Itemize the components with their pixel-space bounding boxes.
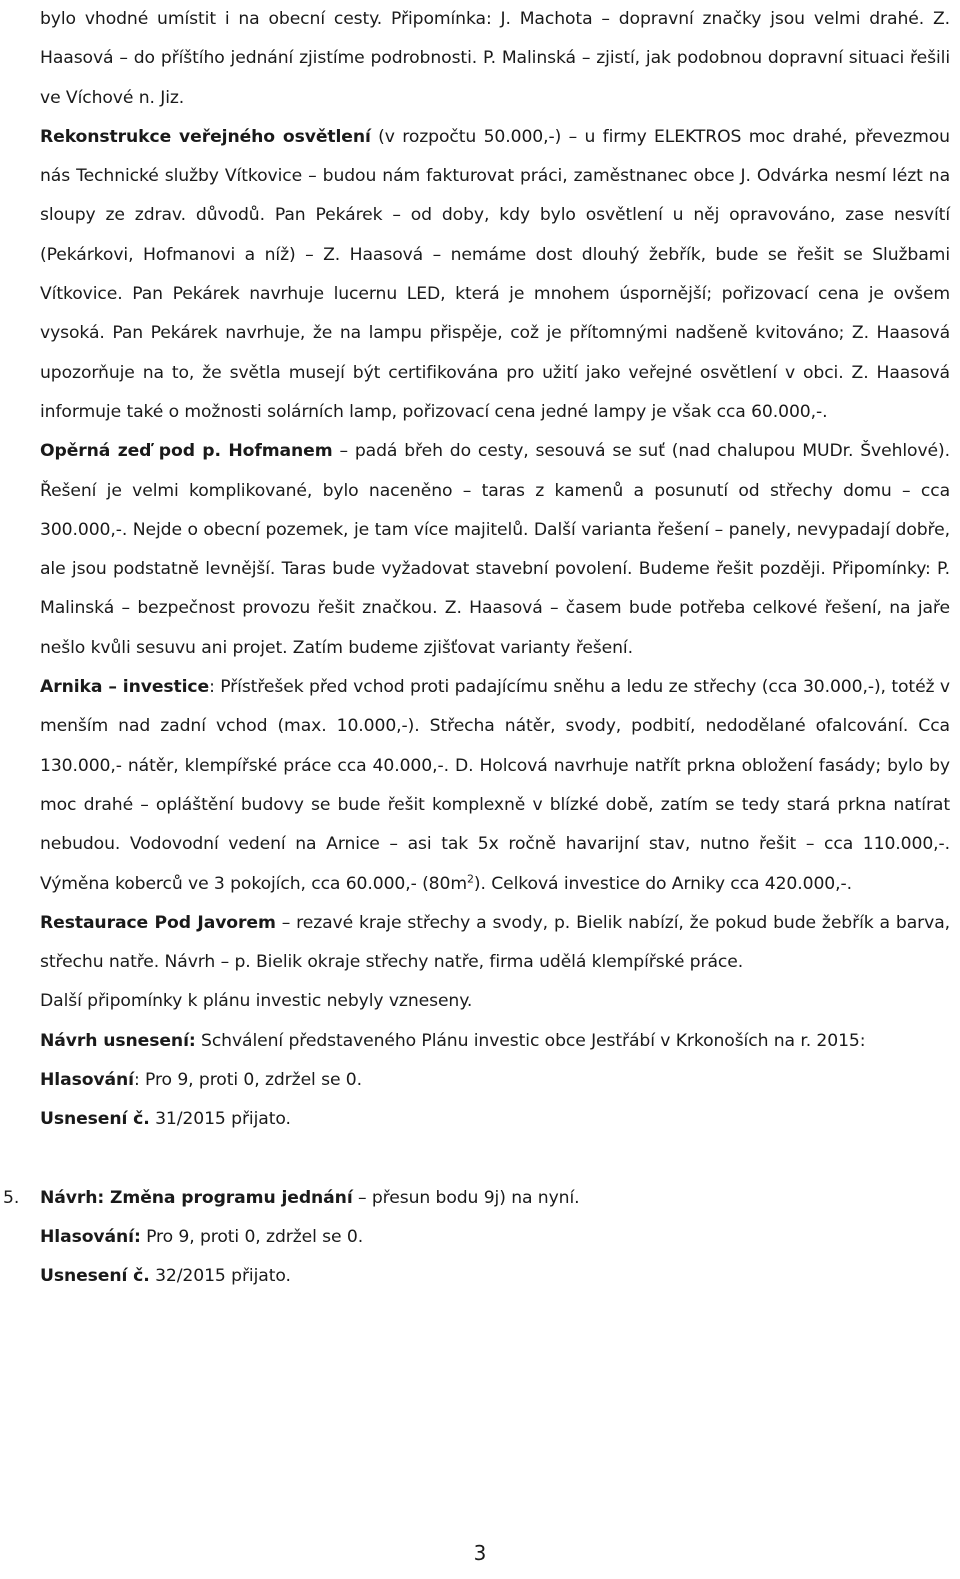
section-heading-retaining-wall: Opěrná zeď pod p. Hofmanem bbox=[40, 441, 333, 462]
paragraph-restaurant: Restaurace Pod Javorem – rezavé kraje střechy a svody, p. Bielik nabízí, že pokud bude žebřík a barva, střechu natře. Návrh – p. Bielik okraje střechy natře, firma udělá klempířské práce. bbox=[40, 912, 950, 973]
resolution-line-1: Usnesení č. 31/2015 přijato. bbox=[40, 1109, 291, 1130]
voting-label: Hlasování: bbox=[40, 1226, 141, 1247]
voting-line-1: Hlasování: Pro 9, proti 0, zdržel se 0. bbox=[40, 1070, 362, 1091]
paragraph-traffic-signs: bylo vhodné umístit i na obecní cesty. Připomínka: J. Machota – dopravní značky jsou velmi drahé. Z. Haasová – do příštího jednání zjistíme podrobnosti. P. Malinská – zjistí, jak podobnou dopravní situaci řešili ve Víchové n. Jiz. bbox=[40, 9, 950, 108]
agenda-item-5: 5. Návrh: Změna programu jednání – přesun bodu 9j) na nyní. bbox=[40, 1179, 950, 1218]
agenda-item-number: 5. bbox=[3, 1187, 20, 1208]
superscript-square: 2 bbox=[467, 871, 474, 885]
resolution-line-2: Usnesení č. 32/2015 přijato. bbox=[40, 1266, 291, 1287]
agenda-item-5-label: Návrh: Změna programu jednání bbox=[40, 1187, 353, 1208]
spacer bbox=[40, 1140, 950, 1179]
page-number: 3 bbox=[473, 1541, 487, 1565]
voting-label: Hlasování bbox=[40, 1070, 134, 1091]
paragraph-no-more-comments: Další připomínky k plánu investic nebyly vzneseny. bbox=[40, 991, 473, 1012]
paragraph-resolution-proposal: Návrh usnesení: Schválení představeného Plánu investic obce Jestřábí v Krkonoších na r. 2015: bbox=[40, 1030, 866, 1051]
section-heading-street-lighting: Rekonstrukce veřejného osvětlení bbox=[40, 126, 371, 147]
paragraph-street-lighting: Rekonstrukce veřejného osvětlení (v rozpočtu 50.000,-) – u firmy ELEKTROS moc drahé, převezmou nás Technické služby Vítkovice – budou nám fakturovat práci, zaměstnanec obce J. Odvárka nesmí lézt na sloupy ze zdrav. důvodů. Pan Pekárek – od doby, kdy bylo osvětlení u něj opravováno, zase nesvítí (Pekárkovi, Hofmanovi a níž) – Z. Haasová – nemáme dost dlouhý žebřík, bude se řešit se Službami Vítkovice. Pan Pekárek navrhuje lucernu LED, která je mnohem úspornější; pořizovací cena je ovšem vysoká. Pan Pekárek navrhuje, že na lampu přispěje, což je přítomnými nadšeně kvitováno; Z. Haasová upozorňuje na to, že světla musejí být certifikována pro užití jako veřejné osvětlení v obci. Z. Haasová informuje také o možnosti solárních lamp, pořizovací cena jedné lampy je však cca 60.000,-. bbox=[40, 126, 950, 422]
voting-line-2: Hlasování: Pro 9, proti 0, zdržel se 0. bbox=[40, 1226, 364, 1247]
resolution-label: Usnesení č. bbox=[40, 1266, 150, 1287]
section-heading-arnika: Arnika – investice bbox=[40, 677, 210, 698]
paragraph-arnika: Arnika – investice: Přístřešek před vchod proti padajícímu sněhu a ledu ze střechy (cca 30.000,-), totéž v menším nad zadní vchod (max. 10.000,-). Střecha nátěr, svody, podbití, nedodělané ofalcování. Cca 130.000,- nátěr, klempířské práce cca 40.000,-. D. Holcová navrhuje natřít prkna obložení fasády; bylo by moc drahé – opláštění budovy se bude řešit komplexně v blízké době, zatím se tedy stará prkna natírat nebudou. Vodovodní vedení na Arnice – asi tak 5x ročně havarijní stav, nutno řešit – cca 110.000,-. Výměna koberců ve 3 pokojích, cca 60.000,- $(80m^2)$. Celková investice do Arniky cca 420.000,-. bbox=[40, 677, 950, 894]
resolution-proposal-label: Návrh usnesení: bbox=[40, 1030, 196, 1051]
paragraph-retaining-wall: Opěrná zeď pod p. Hofmanem – padá břeh do cesty, sesouvá se suť (nad chalupou MUDr. Švehlové). Řešení je velmi komplikované, bylo naceněno – taras z kamenů a posunutí od střechy domu – cca 300.000,-. Nejde o obecní pozemek, je tam více majitelů. Další varianta řešení – panely, nevypadají dobře, ale jsou podstatně levnější. Taras bude vyžadovat stavební povolení. Budeme řešit později. Připomínky: P. Malinská – bezpečnost provozu řešit značkou. Z. Haasová – časem bude potřeba celkové řešení, na jaře nešlo kvůli sesuvu ani projet. Zatím budeme zjišťovat varianty řešení. bbox=[40, 441, 950, 658]
section-heading-restaurant: Restaurace Pod Javorem bbox=[40, 912, 276, 933]
body-text bbox=[3, 0, 950, 1297]
resolution-label: Usnesení č. bbox=[40, 1109, 150, 1130]
